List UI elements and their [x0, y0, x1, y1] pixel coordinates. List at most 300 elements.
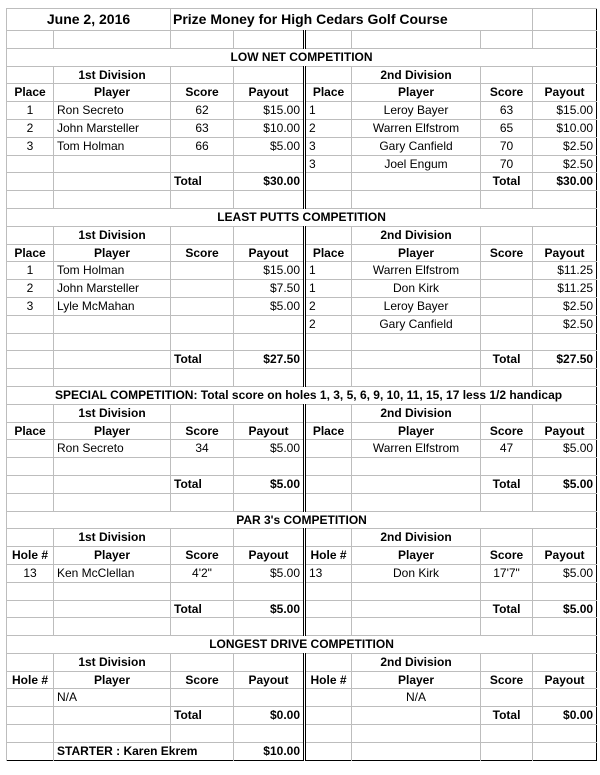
empty-cell: [171, 226, 234, 244]
empty-row: [7, 493, 597, 511]
player-cell: Don Kirk: [352, 280, 481, 298]
empty-cell: [234, 529, 305, 547]
header-place: Place: [7, 84, 54, 102]
empty-cell: [7, 66, 54, 84]
section-title: PAR 3's COMPETITION: [7, 511, 597, 529]
payout-cell: $15.00: [234, 102, 305, 120]
section-title-row: [7, 511, 597, 529]
score-cell: [171, 689, 234, 707]
empty-cell: [533, 66, 597, 84]
header-hole: Hole #: [7, 671, 54, 689]
header-place: Place: [305, 244, 352, 262]
header-payout: Payout: [234, 671, 305, 689]
empty-cell: [234, 66, 305, 84]
score-cell: 62: [171, 102, 234, 120]
score-cell: [481, 297, 533, 315]
header-player: Player: [352, 422, 481, 440]
empty-row: [7, 333, 597, 351]
empty-cell: [533, 618, 597, 636]
empty-cell: [234, 653, 305, 671]
empty-row: [7, 582, 597, 600]
header-player: Player: [54, 244, 171, 262]
empty-cell: [352, 351, 481, 369]
place-cell: 3: [7, 297, 54, 315]
header-score: Score: [171, 244, 234, 262]
empty-cell: [7, 333, 54, 351]
empty-cell: [533, 742, 597, 760]
player-cell: Leroy Bayer: [352, 102, 481, 120]
division-row: [7, 226, 597, 244]
score-cell: 65: [481, 119, 533, 137]
header-score: Score: [481, 422, 533, 440]
payout-cell: $10.00: [533, 119, 597, 137]
total-label: Total: [481, 475, 533, 493]
score-cell: 17'7": [481, 564, 533, 582]
header-payout: Payout: [533, 84, 597, 102]
total-2-value: $0.00: [533, 707, 597, 725]
empty-cell: [305, 173, 352, 191]
total-2-value: $30.00: [533, 173, 597, 191]
table-row: [7, 137, 597, 155]
empty-cell: [234, 191, 305, 209]
empty-cell: [481, 725, 533, 743]
payout-cell: $15.00: [234, 262, 305, 280]
empty-cell: [533, 725, 597, 743]
section-title: SPECIAL COMPETITION: Total score on holes 1, 3, 5, 6, 9, 10, 11, 15, 17 less 1/2 handicap: [7, 386, 597, 404]
header-player: Player: [54, 422, 171, 440]
empty-cell: [7, 173, 54, 191]
total-2-value: $5.00: [533, 475, 597, 493]
empty-cell: [533, 369, 597, 387]
payout-cell: $2.50: [533, 137, 597, 155]
player-cell: N/A: [352, 689, 481, 707]
section-title: LOW NET COMPETITION: [7, 48, 597, 66]
empty-cell: [7, 191, 54, 209]
empty-cell: [234, 618, 305, 636]
place-cell: [305, 440, 352, 458]
empty-cell: [533, 653, 597, 671]
player-cell: Tom Holman: [54, 262, 171, 280]
header-player: Player: [352, 84, 481, 102]
total-label: Total: [171, 351, 234, 369]
place-cell: [7, 689, 54, 707]
total-2-value: $5.00: [533, 600, 597, 618]
empty-cell: [54, 493, 171, 511]
empty-cell: [533, 493, 597, 511]
empty-cell: [234, 404, 305, 422]
header-player: Player: [54, 84, 171, 102]
empty-row: [7, 725, 597, 743]
payout-cell: $5.00: [234, 297, 305, 315]
empty-cell: [7, 493, 54, 511]
empty-cell: [171, 725, 234, 743]
empty-cell: [305, 351, 352, 369]
place-cell: [7, 440, 54, 458]
empty-cell: [481, 458, 533, 476]
empty-cell: [533, 333, 597, 351]
empty-cell: [54, 173, 171, 191]
score-cell: [171, 297, 234, 315]
empty-cell: [7, 529, 54, 547]
header-hole: Hole #: [7, 547, 54, 565]
header-score: Score: [481, 671, 533, 689]
table-row: [7, 262, 597, 280]
header-place: Place: [305, 84, 352, 102]
empty-cell: [171, 529, 234, 547]
empty-cell: [7, 582, 54, 600]
division-2-label: 2nd Division: [352, 404, 481, 422]
empty-cell: [352, 31, 481, 49]
empty-cell: [481, 493, 533, 511]
header-payout: Payout: [533, 244, 597, 262]
header-payout: Payout: [234, 244, 305, 262]
table-row: [7, 119, 597, 137]
place-cell: 1: [7, 102, 54, 120]
score-cell: 47: [481, 440, 533, 458]
payout-cell: [234, 689, 305, 707]
header-payout: Payout: [533, 422, 597, 440]
table-row: [7, 102, 597, 120]
section-title-row: [7, 48, 597, 66]
empty-cell: [352, 493, 481, 511]
score-cell: 63: [481, 102, 533, 120]
score-cell: [171, 155, 234, 173]
total-row: [7, 600, 597, 618]
player-cell: Ken McClellan: [54, 564, 171, 582]
score-cell: 66: [171, 137, 234, 155]
empty-cell: [533, 9, 597, 31]
player-cell: Warren Elfstrom: [352, 440, 481, 458]
header-score: Score: [171, 422, 234, 440]
empty-row: [7, 618, 597, 636]
place-cell: 2: [305, 297, 352, 315]
player-cell: Gary Canfield: [352, 137, 481, 155]
empty-cell: [352, 369, 481, 387]
division-1-label: 1st Division: [54, 226, 171, 244]
empty-cell: [352, 333, 481, 351]
division-2-label: 2nd Division: [352, 653, 481, 671]
empty-cell: [481, 333, 533, 351]
empty-cell: [234, 582, 305, 600]
player-cell: Warren Elfstrom: [352, 262, 481, 280]
empty-cell: [54, 333, 171, 351]
empty-cell: [352, 475, 481, 493]
payout-cell: $15.00: [533, 102, 597, 120]
header-player: Player: [352, 547, 481, 565]
payout-cell: [234, 155, 305, 173]
empty-cell: [305, 618, 352, 636]
report-title: Prize Money for High Cedars Golf Course: [171, 9, 533, 31]
score-cell: 34: [171, 440, 234, 458]
payout-cell: [533, 689, 597, 707]
player-cell: John Marsteller: [54, 119, 171, 137]
table-row: [7, 280, 597, 298]
empty-cell: [305, 529, 352, 547]
header-payout: Payout: [234, 547, 305, 565]
table-row: [7, 564, 597, 582]
division-2-label: 2nd Division: [352, 226, 481, 244]
column-header-row: [7, 244, 597, 262]
empty-cell: [234, 725, 305, 743]
place-cell: 2: [305, 119, 352, 137]
place-cell: 13: [7, 564, 54, 582]
total-2-value: $27.50: [533, 351, 597, 369]
empty-cell: [7, 404, 54, 422]
place-cell: 1: [7, 262, 54, 280]
payout-cell: $11.25: [533, 280, 597, 298]
empty-cell: [305, 369, 352, 387]
empty-cell: [7, 618, 54, 636]
empty-cell: [533, 404, 597, 422]
score-cell: 70: [481, 137, 533, 155]
empty-cell: [305, 582, 352, 600]
section-title-row: [7, 208, 597, 226]
empty-cell: [234, 458, 305, 476]
section-title: LEAST PUTTS COMPETITION: [7, 208, 597, 226]
header-score: Score: [171, 84, 234, 102]
empty-cell: [352, 725, 481, 743]
empty-cell: [533, 226, 597, 244]
header-payout: Payout: [533, 671, 597, 689]
total-row: [7, 707, 597, 725]
empty-cell: [481, 191, 533, 209]
total-label: Total: [171, 173, 234, 191]
division-1-label: 1st Division: [54, 653, 171, 671]
empty-cell: [305, 725, 352, 743]
payout-cell: $5.00: [234, 564, 305, 582]
empty-cell: [533, 582, 597, 600]
empty-cell: [7, 707, 54, 725]
empty-cell: [171, 618, 234, 636]
empty-cell: [481, 742, 533, 760]
empty-cell: [481, 529, 533, 547]
place-cell: [7, 155, 54, 173]
empty-cell: [54, 600, 171, 618]
empty-cell: [352, 458, 481, 476]
place-cell: 3: [305, 137, 352, 155]
empty-cell: [7, 369, 54, 387]
total-label: Total: [481, 707, 533, 725]
empty-cell: [305, 653, 352, 671]
empty-cell: [54, 191, 171, 209]
total-1-value: $27.50: [234, 351, 305, 369]
empty-cell: [171, 458, 234, 476]
division-1-label: 1st Division: [54, 404, 171, 422]
total-row: [7, 475, 597, 493]
place-cell: 13: [305, 564, 352, 582]
empty-cell: [352, 600, 481, 618]
empty-cell: [352, 707, 481, 725]
payout-cell: $2.50: [533, 315, 597, 333]
header-player: Player: [352, 671, 481, 689]
score-cell: 70: [481, 155, 533, 173]
empty-cell: [305, 475, 352, 493]
header-player: Player: [54, 547, 171, 565]
player-cell: [54, 155, 171, 173]
header-place: Place: [7, 422, 54, 440]
table-row: [7, 155, 597, 173]
header-score: Score: [481, 547, 533, 565]
place-cell: 1: [305, 262, 352, 280]
empty-cell: [533, 458, 597, 476]
place-cell: 2: [305, 315, 352, 333]
payout-cell: $2.50: [533, 155, 597, 173]
total-1-value: $5.00: [234, 475, 305, 493]
empty-cell: [7, 725, 54, 743]
total-row: [7, 351, 597, 369]
empty-cell: [171, 31, 234, 49]
place-cell: [7, 315, 54, 333]
column-header-row: [7, 422, 597, 440]
empty-cell: [305, 493, 352, 511]
score-cell: [481, 689, 533, 707]
starter-label: STARTER : Karen Ekrem: [54, 742, 234, 760]
empty-cell: [481, 66, 533, 84]
empty-cell: [481, 404, 533, 422]
empty-cell: [305, 66, 352, 84]
player-cell: [54, 315, 171, 333]
place-cell: 1: [305, 280, 352, 298]
empty-cell: [54, 31, 171, 49]
empty-cell: [7, 475, 54, 493]
division-row: [7, 529, 597, 547]
division-row: [7, 66, 597, 84]
starter-row: [7, 742, 597, 760]
total-row: [7, 173, 597, 191]
empty-cell: [171, 369, 234, 387]
table-row: [7, 689, 597, 707]
column-header-row: [7, 547, 597, 565]
empty-cell: [305, 742, 352, 760]
column-header-row: [7, 84, 597, 102]
empty-cell: [234, 226, 305, 244]
empty-cell: [7, 742, 54, 760]
payout-cell: $5.00: [533, 564, 597, 582]
empty-cell: [7, 600, 54, 618]
total-label: Total: [171, 707, 234, 725]
empty-cell: [171, 66, 234, 84]
header-hole: Hole #: [305, 671, 352, 689]
player-cell: Leroy Bayer: [352, 297, 481, 315]
empty-cell: [54, 475, 171, 493]
empty-row: [7, 369, 597, 387]
report-date: June 2, 2016: [7, 9, 171, 31]
score-cell: [171, 280, 234, 298]
division-row: [7, 653, 597, 671]
section-title: LONGEST DRIVE COMPETITION: [7, 636, 597, 654]
header-score: Score: [171, 671, 234, 689]
empty-cell: [352, 191, 481, 209]
empty-cell: [171, 493, 234, 511]
empty-cell: [7, 31, 54, 49]
empty-cell: [533, 529, 597, 547]
place-cell: 2: [7, 280, 54, 298]
empty-row: [7, 458, 597, 476]
header-row: [7, 9, 597, 31]
empty-cell: [481, 653, 533, 671]
empty-cell: [7, 653, 54, 671]
header-payout: Payout: [234, 84, 305, 102]
player-cell: Tom Holman: [54, 137, 171, 155]
player-cell: Joel Engum: [352, 155, 481, 173]
division-1-label: 1st Division: [54, 529, 171, 547]
score-cell: 4'2": [171, 564, 234, 582]
total-label: Total: [171, 475, 234, 493]
empty-cell: [305, 333, 352, 351]
header-payout: Payout: [533, 547, 597, 565]
empty-cell: [171, 191, 234, 209]
player-cell: Warren Elfstrom: [352, 119, 481, 137]
player-cell: Ron Secreto: [54, 102, 171, 120]
empty-cell: [305, 707, 352, 725]
header-score: Score: [481, 84, 533, 102]
empty-cell: [352, 742, 481, 760]
empty-cell: [54, 351, 171, 369]
empty-cell: [305, 404, 352, 422]
empty-cell: [171, 404, 234, 422]
empty-cell: [7, 458, 54, 476]
header-place: Place: [7, 244, 54, 262]
payout-cell: [234, 315, 305, 333]
empty-cell: [305, 458, 352, 476]
payout-cell: $5.00: [533, 440, 597, 458]
table-row: [7, 315, 597, 333]
total-label: Total: [481, 600, 533, 618]
section-title-row: [7, 636, 597, 654]
place-cell: 3: [305, 155, 352, 173]
total-1-value: $0.00: [234, 707, 305, 725]
empty-cell: [352, 173, 481, 191]
header-score: Score: [171, 547, 234, 565]
header-place: Place: [305, 422, 352, 440]
empty-cell: [481, 31, 533, 49]
score-cell: [481, 262, 533, 280]
header-payout: Payout: [234, 422, 305, 440]
score-cell: [171, 315, 234, 333]
empty-cell: [54, 582, 171, 600]
empty-cell: [7, 226, 54, 244]
payout-cell: $5.00: [234, 440, 305, 458]
empty-cell: [305, 600, 352, 618]
empty-cell: [171, 582, 234, 600]
header-player: Player: [54, 671, 171, 689]
payout-cell: $10.00: [234, 119, 305, 137]
empty-cell: [234, 333, 305, 351]
empty-row: [7, 31, 597, 49]
empty-cell: [533, 31, 597, 49]
total-1-value: $30.00: [234, 173, 305, 191]
empty-row: [7, 191, 597, 209]
empty-cell: [54, 618, 171, 636]
total-label: Total: [481, 351, 533, 369]
header-player: Player: [352, 244, 481, 262]
section-title-row: [7, 386, 597, 404]
empty-cell: [54, 458, 171, 476]
total-label: Total: [481, 173, 533, 191]
payout-cell: $7.50: [234, 280, 305, 298]
empty-cell: [234, 31, 305, 49]
empty-cell: [533, 191, 597, 209]
empty-cell: [481, 226, 533, 244]
payout-cell: $2.50: [533, 297, 597, 315]
empty-cell: [481, 369, 533, 387]
prize-money-table: [6, 8, 597, 761]
score-cell: [481, 280, 533, 298]
empty-cell: [171, 333, 234, 351]
score-cell: 63: [171, 119, 234, 137]
empty-cell: [305, 226, 352, 244]
player-cell: Lyle McMahan: [54, 297, 171, 315]
